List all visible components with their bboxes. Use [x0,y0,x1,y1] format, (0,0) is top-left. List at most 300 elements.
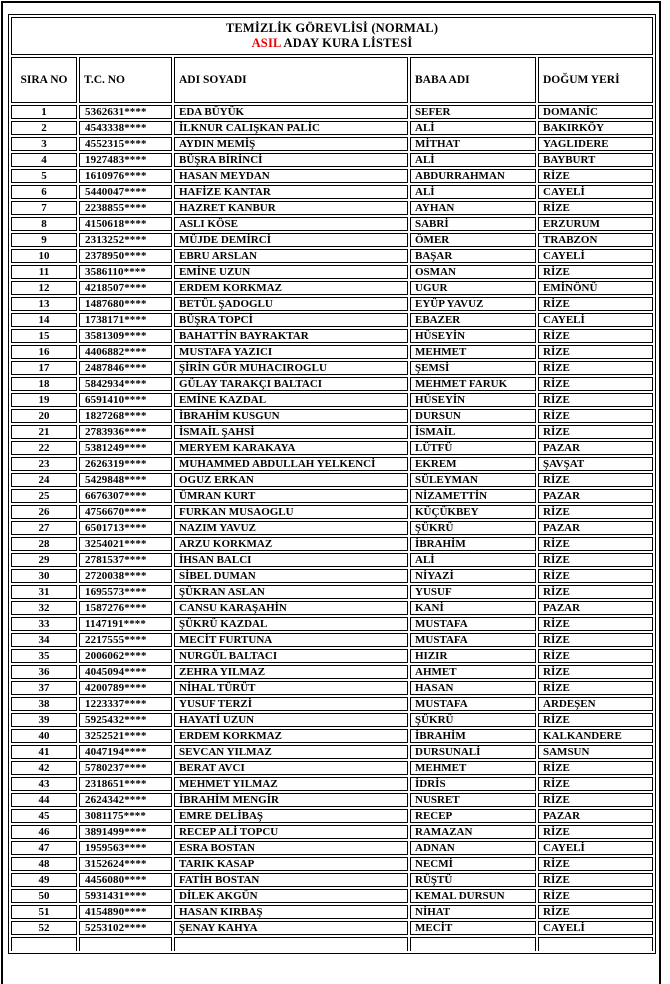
table-row [11,393,653,407]
cut-off-cell [79,937,172,951]
cell-baba-adi: ALİ [410,553,536,567]
cell-sira-no: 25 [11,489,77,503]
cell-baba-adi: EYÜP YAVUZ [410,297,536,311]
cell-dogum-yeri: RİZE [538,761,653,775]
cell-adi-soyadi: ŞÜKRAN ASLAN [174,585,408,599]
cell-adi-soyadi: HASAN MEYDAN [174,169,408,183]
cell-baba-adi: KÜÇÜKBEY [410,505,536,519]
cell-baba-adi: RAMAZAN [410,825,536,839]
cell-baba-adi: ŞEMSİ [410,361,536,375]
cell-baba-adi: HÜSEYİN [410,393,536,407]
table-row [11,473,653,487]
cell-dogum-yeri: PAZAR [538,521,653,535]
cell-adi-soyadi: SEVCAN YILMAZ [174,745,408,759]
cell-tc-no: 5253102**** [79,921,172,935]
cell-tc-no: 4552315**** [79,137,172,151]
cell-baba-adi: KEMAL DURSUN [410,889,536,903]
column-header-baba-adi: BABA ADI [410,57,536,103]
cell-adi-soyadi: MÜJDE DEMİRCİ [174,233,408,247]
cell-dogum-yeri: PAZAR [538,441,653,455]
cell-tc-no: 2624342**** [79,793,172,807]
page-border-frame [1,1,661,984]
cell-adi-soyadi: ŞENAY KAHYA [174,921,408,935]
table-row [11,633,653,647]
cell-adi-soyadi: EMİNE KAZDAL [174,393,408,407]
cell-dogum-yeri: CAYELİ [538,185,653,199]
cell-baba-adi: SEFER [410,105,536,119]
cell-dogum-yeri: RİZE [538,505,653,519]
cell-adi-soyadi: EMİNE UZUN [174,265,408,279]
cell-tc-no: 1695573**** [79,585,172,599]
table-row [11,457,653,471]
cell-dogum-yeri: BAYBURT [538,153,653,167]
cell-sira-no: 20 [11,409,77,423]
cell-sira-no: 49 [11,873,77,887]
table-row [11,809,653,823]
table-row [11,569,653,583]
cell-sira-no: 14 [11,313,77,327]
cell-sira-no: 7 [11,201,77,215]
cell-baba-adi: KANİ [410,601,536,615]
cell-dogum-yeri: TRABZON [538,233,653,247]
cell-adi-soyadi: NİHAL TÜRÜT [174,681,408,695]
cell-sira-no: 23 [11,457,77,471]
cell-dogum-yeri: CAYELİ [538,921,653,935]
cell-tc-no: 5440047**** [79,185,172,199]
table-row [11,329,653,343]
table-row [11,521,653,535]
table-row [11,489,653,503]
cell-dogum-yeri: RİZE [538,473,653,487]
cell-adi-soyadi: ASLI KÖSE [174,217,408,231]
table-row [11,665,653,679]
cell-adi-soyadi: ESRA BOSTAN [174,841,408,855]
cell-adi-soyadi: OGUZ ERKAN [174,473,408,487]
table-row [11,905,653,919]
cell-tc-no: 4756670**** [79,505,172,519]
cell-adi-soyadi: GÜLAY TARAKÇI BALTACI [174,377,408,391]
cell-dogum-yeri: RİZE [538,665,653,679]
cell-tc-no: 3152624**** [79,857,172,871]
cell-tc-no: 5381249**** [79,441,172,455]
cell-baba-adi: İBRAHİM [410,537,536,551]
cut-off-cell [538,937,653,951]
cell-sira-no: 41 [11,745,77,759]
cell-dogum-yeri: RİZE [538,265,653,279]
table-row [11,377,653,391]
cell-sira-no: 3 [11,137,77,151]
cell-adi-soyadi: HAFİZE KANTAR [174,185,408,199]
cell-adi-soyadi: MUHAMMED ABDULLAH YELKENCİ [174,457,408,471]
cell-baba-adi: MUSTAFA [410,697,536,711]
cell-adi-soyadi: EDA BÜYÜK [174,105,408,119]
cell-tc-no: 5362631**** [79,105,172,119]
cell-tc-no: 1587276**** [79,601,172,615]
table-row [11,745,653,759]
cell-dogum-yeri: YAGLIDERE [538,137,653,151]
cell-dogum-yeri: RİZE [538,537,653,551]
cell-baba-adi: HASAN [410,681,536,695]
table-row [11,345,653,359]
cell-sira-no: 13 [11,297,77,311]
cell-adi-soyadi: HAZRET KANBUR [174,201,408,215]
cell-tc-no: 3581309**** [79,329,172,343]
cell-baba-adi: İDRİS [410,777,536,791]
table-row [11,121,653,135]
cell-dogum-yeri: RİZE [538,569,653,583]
candidate-roster-table [8,14,656,954]
title-line-2-rest: ADAY KURA LİSTESİ [280,36,413,50]
cell-baba-adi: MUSTAFA [410,633,536,647]
column-header-dogum-yeri: DOĞUM YERİ [538,57,653,103]
column-header-adi-soyadi: ADI SOYADI [174,57,408,103]
cell-dogum-yeri: SAMSUN [538,745,653,759]
cell-sira-no: 45 [11,809,77,823]
cell-adi-soyadi: MEHMET YILMAZ [174,777,408,791]
cell-baba-adi: MEHMET [410,761,536,775]
table-row [11,793,653,807]
cell-baba-adi: MUSTAFA [410,617,536,631]
cell-dogum-yeri: RİZE [538,361,653,375]
cell-tc-no: 1959563**** [79,841,172,855]
table-row [11,185,653,199]
cell-adi-soyadi: İHSAN BALCI [174,553,408,567]
cell-tc-no: 3081175**** [79,809,172,823]
cell-baba-adi: DURSUNALİ [410,745,536,759]
cell-sira-no: 4 [11,153,77,167]
cell-adi-soyadi: AYDIN MEMİŞ [174,137,408,151]
cell-baba-adi: RECEP [410,809,536,823]
cell-tc-no: 4150618**** [79,217,172,231]
table-row [11,265,653,279]
table-row [11,153,653,167]
table-row [11,505,653,519]
cell-sira-no: 17 [11,361,77,375]
cell-baba-adi: EBAZER [410,313,536,327]
table-row [11,441,653,455]
cell-baba-adi: NECMİ [410,857,536,871]
title-row [11,17,653,55]
cell-dogum-yeri: RİZE [538,681,653,695]
cell-sira-no: 43 [11,777,77,791]
table-row [11,761,653,775]
cell-sira-no: 46 [11,825,77,839]
cell-adi-soyadi: BETÜL ŞADOGLU [174,297,408,311]
cell-tc-no: 2217555**** [79,633,172,647]
cell-tc-no: 3252521**** [79,729,172,743]
cell-baba-adi: BAŞAR [410,249,536,263]
cut-off-cell [11,937,77,951]
cell-tc-no: 5842934**** [79,377,172,391]
cell-adi-soyadi: SİBEL DUMAN [174,569,408,583]
cell-adi-soyadi: İLKNUR CALIŞKAN PALİC [174,121,408,135]
cell-adi-soyadi: FURKAN MUSAOGLU [174,505,408,519]
cell-dogum-yeri: CAYELİ [538,249,653,263]
cell-baba-adi: DURSUN [410,409,536,423]
cell-sira-no: 15 [11,329,77,343]
cell-baba-adi: MECİT [410,921,536,935]
cell-baba-adi: SÜLEYMAN [410,473,536,487]
cell-dogum-yeri: RİZE [538,777,653,791]
column-header-tc-no: T.C. NO [79,57,172,103]
cell-baba-adi: ALİ [410,121,536,135]
cell-tc-no: 4543338**** [79,121,172,135]
cell-sira-no: 47 [11,841,77,855]
table-row [11,105,653,119]
cell-dogum-yeri: CAYELİ [538,841,653,855]
cell-adi-soyadi: İSMAİL ŞAHSİ [174,425,408,439]
cell-baba-adi: ŞÜKRÜ [410,521,536,535]
cell-dogum-yeri: PAZAR [538,809,653,823]
cell-tc-no: 6591410**** [79,393,172,407]
cell-tc-no: 1927483**** [79,153,172,167]
cell-dogum-yeri: RİZE [538,857,653,871]
table-row [11,921,653,935]
cell-adi-soyadi: NAZIM YAVUZ [174,521,408,535]
cell-dogum-yeri: RİZE [538,873,653,887]
cell-tc-no: 5780237**** [79,761,172,775]
cell-tc-no: 4154890**** [79,905,172,919]
table-row [11,777,653,791]
cell-baba-adi: SABRİ [410,217,536,231]
cell-adi-soyadi: NURGÜL BALTACI [174,649,408,663]
table-row [11,873,653,887]
table-row [11,585,653,599]
cell-dogum-yeri: PAZAR [538,601,653,615]
table-row [11,425,653,439]
cell-sira-no: 37 [11,681,77,695]
cell-baba-adi: ÖMER [410,233,536,247]
cell-sira-no: 32 [11,601,77,615]
table-row [11,601,653,615]
cell-tc-no: 2238855**** [79,201,172,215]
cell-sira-no: 2 [11,121,77,135]
cell-tc-no: 3586110**** [79,265,172,279]
cell-dogum-yeri: ARDEŞEN [538,697,653,711]
cell-tc-no: 2318651**** [79,777,172,791]
table-row [11,729,653,743]
cell-adi-soyadi: ÜMRAN KURT [174,489,408,503]
cell-sira-no: 21 [11,425,77,439]
cell-dogum-yeri: RİZE [538,201,653,215]
cut-off-row-stub [11,937,653,951]
cell-baba-adi: NUSRET [410,793,536,807]
cell-adi-soyadi: BERAT AVCI [174,761,408,775]
cell-baba-adi: İSMAİL [410,425,536,439]
cell-sira-no: 19 [11,393,77,407]
cell-sira-no: 35 [11,649,77,663]
cell-sira-no: 44 [11,793,77,807]
cell-adi-soyadi: EMRE DELİBAŞ [174,809,408,823]
table-row [11,281,653,295]
cell-adi-soyadi: EBRU ARSLAN [174,249,408,263]
table-row [11,537,653,551]
cell-dogum-yeri: RİZE [538,393,653,407]
cell-adi-soyadi: HASAN KIRBAŞ [174,905,408,919]
cell-tc-no: 1487680**** [79,297,172,311]
column-header-sira-no: SIRA NO [11,57,77,103]
cell-baba-adi: MEHMET FARUK [410,377,536,391]
cell-sira-no: 26 [11,505,77,519]
cell-sira-no: 18 [11,377,77,391]
list-title [11,17,653,55]
cell-dogum-yeri: RİZE [538,585,653,599]
cell-tc-no: 1610976**** [79,169,172,183]
cell-dogum-yeri: RİZE [538,617,653,631]
table-row [11,201,653,215]
cell-baba-adi: UGUR [410,281,536,295]
cell-dogum-yeri: DOMANİC [538,105,653,119]
cell-dogum-yeri: RİZE [538,889,653,903]
cell-sira-no: 11 [11,265,77,279]
cell-sira-no: 36 [11,665,77,679]
cell-sira-no: 1 [11,105,77,119]
cell-adi-soyadi: İBRAHİM KUSGUN [174,409,408,423]
cell-dogum-yeri: RİZE [538,377,653,391]
cell-tc-no: 5931431**** [79,889,172,903]
cell-sira-no: 6 [11,185,77,199]
cell-dogum-yeri: RİZE [538,825,653,839]
table-row [11,857,653,871]
cell-adi-soyadi: ERDEM KORKMAZ [174,281,408,295]
cell-dogum-yeri: ERZURUM [538,217,653,231]
cell-adi-soyadi: BAHATTİN BAYRAKTAR [174,329,408,343]
cell-tc-no: 1827268**** [79,409,172,423]
cell-tc-no: 3891499**** [79,825,172,839]
table-row [11,233,653,247]
cell-adi-soyadi: TARIK KASAP [174,857,408,871]
cell-tc-no: 1738171**** [79,313,172,327]
cell-sira-no: 28 [11,537,77,551]
cell-dogum-yeri: RİZE [538,905,653,919]
cell-sira-no: 52 [11,921,77,935]
cell-sira-no: 50 [11,889,77,903]
cell-baba-adi: EKREM [410,457,536,471]
cell-sira-no: 51 [11,905,77,919]
cell-adi-soyadi: BÜŞRA BİRİNCİ [174,153,408,167]
cell-baba-adi: ALİ [410,153,536,167]
cell-adi-soyadi: MUSTAFA YAZICI [174,345,408,359]
cell-sira-no: 5 [11,169,77,183]
cell-tc-no: 4047194**** [79,745,172,759]
cell-tc-no: 2781537**** [79,553,172,567]
cell-baba-adi: AHMET [410,665,536,679]
table-row [11,841,653,855]
cell-tc-no: 2006062**** [79,649,172,663]
cell-sira-no: 27 [11,521,77,535]
cell-sira-no: 10 [11,249,77,263]
cell-tc-no: 2626319**** [79,457,172,471]
column-header-row [11,57,653,103]
cell-adi-soyadi: BÜŞRA TOPCİ [174,313,408,327]
cell-baba-adi: ALİ [410,185,536,199]
cut-off-cell [410,937,536,951]
cell-dogum-yeri: RİZE [538,425,653,439]
cell-baba-adi: HÜSEYİN [410,329,536,343]
table-row [11,409,653,423]
cell-adi-soyadi: MECİT FURTUNA [174,633,408,647]
cell-dogum-yeri: ŞAVŞAT [538,457,653,471]
title-highlight-asil: ASIL [251,36,281,50]
table-row [11,617,653,631]
cell-baba-adi: LÜTFÜ [410,441,536,455]
cell-tc-no: 4218507**** [79,281,172,295]
cell-sira-no: 16 [11,345,77,359]
cell-adi-soyadi: ŞÜKRÜ KAZDAL [174,617,408,631]
cell-dogum-yeri: RİZE [538,713,653,727]
cell-adi-soyadi: ARZU KORKMAZ [174,537,408,551]
cell-baba-adi: ABDURRAHMAN [410,169,536,183]
cell-dogum-yeri: EMİNÖNÜ [538,281,653,295]
cell-sira-no: 42 [11,761,77,775]
cell-sira-no: 24 [11,473,77,487]
cell-sira-no: 39 [11,713,77,727]
cell-baba-adi: NİHAT [410,905,536,919]
title-line-2 [13,36,651,51]
cell-dogum-yeri: RİZE [538,329,653,343]
cell-adi-soyadi: FATİH BOSTAN [174,873,408,887]
cell-adi-soyadi: MERYEM KARAKAYA [174,441,408,455]
cell-tc-no: 2313252**** [79,233,172,247]
cell-tc-no: 2378950**** [79,249,172,263]
cell-sira-no: 29 [11,553,77,567]
cell-dogum-yeri: CAYELİ [538,313,653,327]
cell-dogum-yeri: RİZE [538,633,653,647]
table-row [11,553,653,567]
cell-tc-no: 1223337**** [79,697,172,711]
cell-baba-adi: AYHAN [410,201,536,215]
title-line-1: TEMİZLİK GÖREVLİSİ (NORMAL) [225,21,439,35]
table-row [11,137,653,151]
cell-baba-adi: YUSUF [410,585,536,599]
cell-sira-no: 30 [11,569,77,583]
cell-dogum-yeri: RİZE [538,297,653,311]
cell-baba-adi: NİZAMETTİN [410,489,536,503]
cell-tc-no: 4045094**** [79,665,172,679]
cell-sira-no: 38 [11,697,77,711]
table-row [11,649,653,663]
cell-tc-no: 2783936**** [79,425,172,439]
cell-sira-no: 48 [11,857,77,871]
cell-baba-adi: ŞÜKRÜ [410,713,536,727]
cell-tc-no: 2487846**** [79,361,172,375]
table-row [11,217,653,231]
cell-sira-no: 9 [11,233,77,247]
cell-dogum-yeri: RİZE [538,553,653,567]
cell-baba-adi: İBRAHİM [410,729,536,743]
cell-adi-soyadi: RECEP ALİ TOPCU [174,825,408,839]
cell-tc-no: 5429848**** [79,473,172,487]
cell-dogum-yeri: RİZE [538,169,653,183]
cell-dogum-yeri: RİZE [538,793,653,807]
cell-dogum-yeri: BAKIRKÖY [538,121,653,135]
table-row [11,169,653,183]
table-row [11,697,653,711]
cell-sira-no: 22 [11,441,77,455]
cell-sira-no: 8 [11,217,77,231]
cell-baba-adi: MİTHAT [410,137,536,151]
cut-off-cell [174,937,408,951]
cell-tc-no: 2720038**** [79,569,172,583]
cell-sira-no: 33 [11,617,77,631]
cell-dogum-yeri: KALKANDERE [538,729,653,743]
table-row [11,825,653,839]
table-row [11,313,653,327]
cell-sira-no: 34 [11,633,77,647]
cell-dogum-yeri: RİZE [538,409,653,423]
cell-dogum-yeri: RİZE [538,649,653,663]
cell-tc-no: 6501713**** [79,521,172,535]
